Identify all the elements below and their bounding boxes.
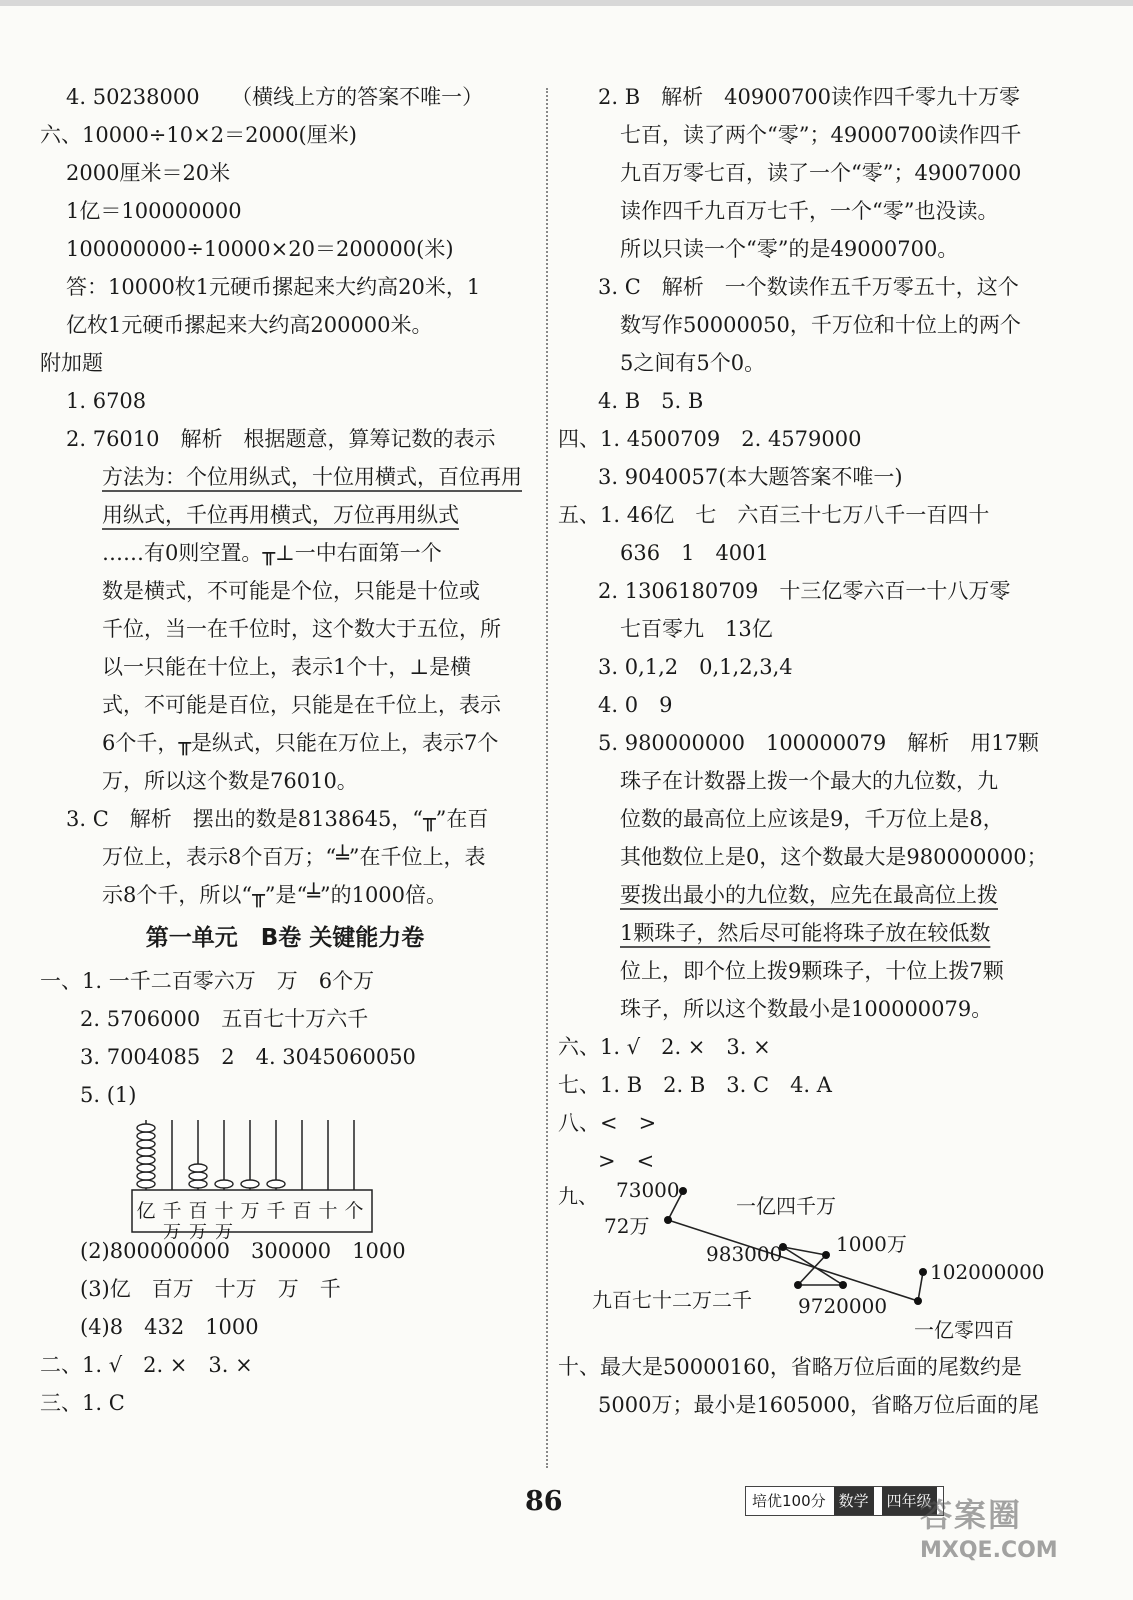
answer-line: 亿枚1元硬币摞起来大约高200000米。: [66, 313, 433, 337]
section-heading: 附加题: [40, 351, 103, 375]
answer-line: 5. 980000000 100000079 解析 用17颗: [598, 731, 1039, 755]
answer-line: 4. 50238000 （横线上方的答案不唯一）: [66, 85, 484, 109]
answer-line: 3. 0,1,2 0,1,2,3,4: [598, 655, 793, 679]
answer-line: 5. (1): [80, 1083, 137, 1107]
answer-line: 七百零九 13亿: [620, 617, 773, 641]
answer-line: 2000厘米＝20米: [66, 161, 231, 185]
matching-label: 一亿零四百: [914, 1318, 1014, 1342]
answer-line: 八、< >: [558, 1111, 657, 1135]
answer-line: 二、1. √ 2. × 3. ×: [40, 1353, 253, 1377]
answer-line: 六、10000÷10×2＝2000(厘米): [40, 123, 357, 147]
right-column: [558, 78, 1058, 1424]
answer-line: 四、1. 4500709 2. 4579000: [558, 427, 862, 451]
answer-line: 方法为：个位用纵式，十位用横式，百位再用: [102, 465, 522, 489]
answer-line: 3. C 解析 摆出的数是8138645，“╥”在百: [66, 807, 489, 831]
answer-line: 2. 5706000 五百七十万六千: [80, 1007, 369, 1031]
answer-line: 1. 6708: [66, 389, 147, 413]
place-sub-label: 万: [215, 1222, 233, 1243]
answer-line: 2. B 解析 40900700读作四千零九十万零: [598, 85, 1021, 109]
answer-line: 三、1. C: [40, 1391, 125, 1415]
place-sub-label: 万: [189, 1222, 207, 1243]
answer-line: 5之间有5个0。: [620, 351, 766, 375]
answer-line: 位上，即个位上拨9颗珠子，十位上拨7颗: [620, 959, 1004, 983]
place-label: 百: [292, 1200, 312, 1222]
answer-line: 3. 9040057(本大题答案不唯一): [598, 465, 903, 489]
answer-line: 万，所以这个数是76010。: [102, 769, 358, 793]
answer-line: 珠子，所以这个数最小是100000079。: [620, 997, 993, 1021]
answer-line: 4. B 5. B: [598, 389, 704, 413]
answer-line: 万位上，表示8个百万；“╧”在千位上，表: [102, 845, 486, 869]
answer-line: 五、1. 46亿 七 六百三十七万八千一百四十: [558, 503, 990, 527]
place-label: 千: [162, 1200, 182, 1222]
answer-line: 其他数位上是0，这个数最大是980000000；: [620, 845, 1048, 869]
matching-label: 73000: [616, 1178, 680, 1202]
answer-line: 用纵式，千位再用横式，万位再用纵式: [102, 503, 459, 527]
answer-line: 要拨出最小的九位数，应先在最高位上拨: [620, 883, 998, 907]
answer-line: 4. 0 9: [598, 693, 673, 717]
matching-label: 983000: [706, 1242, 783, 1266]
matching-diagram: [558, 1180, 1058, 1348]
answer-line: 十、最大是50000160，省略万位后面的尾数约是: [558, 1355, 1022, 1379]
answer-line: 2. 76010 解析 根据题意，算筹记数的表示: [66, 427, 496, 451]
answer-line: (4)8 432 1000: [80, 1315, 259, 1339]
answer-line: 六、1. √ 2. × 3. ×: [558, 1035, 771, 1059]
watermark-text: 答案圈: [920, 1496, 1023, 1534]
answer-line: 6个千，╥是纵式，只能在万位上，表示7个: [102, 731, 499, 755]
answer-line: 1亿＝100000000: [66, 199, 242, 223]
place-label: 十: [214, 1200, 234, 1222]
page-number: 86: [525, 1486, 563, 1517]
abacus-sub-labels: [162, 1218, 234, 1244]
answer-line: 九百万零七百，读了一个“零”；49007000: [620, 161, 1022, 185]
matching-label: 一亿四千万: [736, 1194, 836, 1218]
place-sub-label: 万: [163, 1222, 181, 1243]
answer-line: 千位，当一在千位时，这个数大于五位，所: [102, 617, 501, 641]
place-label: 十: [318, 1200, 338, 1222]
matching-label: 102000000: [930, 1260, 1045, 1284]
brand-grade: 四年级: [882, 1487, 937, 1515]
matching-prefix: 九、: [558, 1184, 598, 1208]
watermark-url: MXQE.COM: [920, 1538, 1058, 1563]
place-label: 千: [266, 1200, 286, 1222]
watermark-logo: [880, 1476, 1080, 1576]
top-border: [0, 0, 1133, 6]
answer-line: 100000000÷10000×20＝200000(米): [66, 237, 454, 261]
answer-line: ……有0则空置。╥⊥一中右面第一个: [102, 541, 442, 565]
abacus-figure: [130, 1114, 530, 1243]
answer-line: 2. 1306180709 十三亿零六百一十八万零: [598, 579, 1011, 603]
answer-line: > <: [598, 1149, 655, 1173]
answer-line: 数写作50000050，千万位和十位上的两个: [620, 313, 1021, 337]
answer-line: 1颗珠子，然后尽可能将珠子放在较低数: [620, 921, 991, 945]
answer-line: 5000万；最小是1605000，省略万位后面的尾: [598, 1393, 1039, 1417]
answer-line: 以一只能在十位上，表示1个十，⊥是横: [102, 655, 472, 679]
place-label: 百: [188, 1200, 208, 1222]
matching-label: 九百七十二万二千: [592, 1288, 752, 1312]
answer-line: 636 1 4001: [620, 541, 769, 565]
page-footer: [0, 1474, 1133, 1600]
answer-line: 示8个千，所以“╥”是“╧”的1000倍。: [102, 883, 448, 907]
place-label: 亿: [136, 1200, 156, 1222]
matching-label: 9720000: [798, 1294, 888, 1318]
answer-line: 七百，读了两个“零”；49000700读作四千: [620, 123, 1022, 147]
answer-line: 式，不可能是百位，只能是在千位上，表示: [102, 693, 501, 717]
place-label: 万: [240, 1200, 260, 1222]
section-title: 第一单元 B卷 关键能力卷: [145, 925, 425, 951]
answer-line: 一、1. 一千二百零六万 万 6个万: [40, 969, 375, 993]
answer-line: (3)亿 百万 十万 万 千: [80, 1277, 341, 1301]
brand-subject: 数学: [834, 1487, 874, 1515]
answer-line: 3. 7004085 2 4. 3045060050: [80, 1045, 416, 1069]
answer-line: 位数的最高位上应该是9，千万位上是8，: [620, 807, 1004, 831]
answer-line: 七、1. B 2. B 3. C 4. A: [558, 1073, 832, 1097]
left-column: [40, 78, 530, 1422]
answer-line: 珠子在计数器上拨一个最大的九位数，九: [620, 769, 998, 793]
matching-label: 1000万: [836, 1232, 907, 1256]
answer-line: 答：10000枚1元硬币摞起来大约高20米，1: [66, 275, 481, 299]
brand-name: 培优100分: [752, 1492, 826, 1510]
answer-line: (2)800000000 300000 1000: [80, 1239, 406, 1263]
place-label: 个: [344, 1200, 364, 1222]
matching-label: 72万: [604, 1214, 650, 1238]
answer-line: 数是横式，不可能是个位，只能是十位或: [102, 579, 480, 603]
answer-line: 读作四千九百万七千，一个“零”也没读。: [620, 199, 999, 223]
answer-line: 3. C 解析 一个数读作五千万零五十，这个: [598, 275, 1019, 299]
answer-line: 所以只读一个“零”的是49000700。: [620, 237, 959, 261]
column-divider: [546, 88, 548, 1468]
